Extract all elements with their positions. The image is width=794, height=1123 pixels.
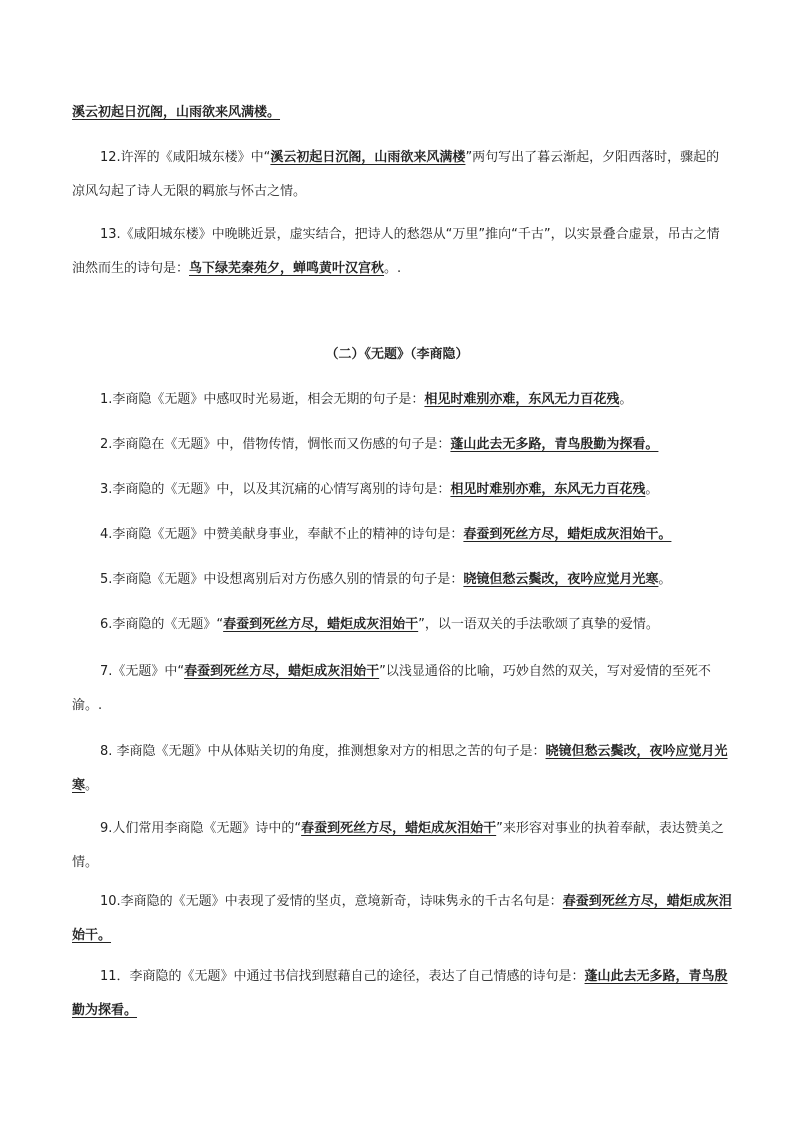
question-text: 11．李商隐的《无题》中通过书信找到慰藉自己的途径，表达了自己情感的诗句是：	[100, 969, 585, 984]
question-12	[72, 141, 732, 209]
question-text-tail: ”以浅显通俗的比喻，巧妙自然的双关，写对爱情的至死不渝。.	[72, 664, 711, 713]
answer-text: 鸟下绿芜秦苑夕，蝉鸣黄叶汉宫秋	[189, 261, 385, 276]
question-text-tail: 。	[619, 392, 633, 407]
question-item	[72, 655, 732, 723]
answer-text: 春蚕到死丝方尽，蜡炬成灰泪始干。	[72, 894, 732, 943]
question-text: 13.《咸阳城东楼》中晚眺近景，虚实结合，把诗人的愁怨从“万里”推向“千古”，以实景叠合虚景，吊古之情油然而生的诗句是：	[72, 227, 720, 276]
question-text: 2.李商隐在《无题》中，借物传情，惆怅而又伤感的句子是：	[100, 437, 451, 452]
question-text-tail: ”，以一语双关的手法歌颂了真挚的爱情。	[418, 617, 659, 632]
question-text: 6.李商隐的《无题》“	[100, 617, 224, 632]
answer-text: 春蚕到死丝方尽，蜡炬成灰泪始干。	[463, 527, 672, 542]
answer-text: 春蚕到死丝方尽，蜡炬成灰泪始干	[223, 617, 419, 632]
answer-text: 蓬山此去无多路，青鸟殷勤为探看。	[450, 437, 659, 452]
answer-text: 春蚕到死丝方尽，蜡炬成灰泪始干	[184, 664, 380, 679]
answer-text: 春蚕到死丝方尽，蜡炬成灰泪始干	[301, 821, 497, 836]
question-text-tail: 。	[85, 778, 99, 793]
question-item	[72, 518, 732, 552]
question-text-tail: 。	[658, 572, 672, 587]
continued-answer-line	[72, 96, 732, 130]
question-text: 9.人们常用李商隐《无题》诗中的“	[100, 821, 302, 836]
question-text-tail: 。.	[384, 261, 402, 276]
answer-text: 晓镜但愁云鬓改，夜吟应觉月光寒	[463, 572, 659, 587]
question-text: 3.李商隐的《无题》中，以及其沉痛的心情写离别的诗句是：	[100, 482, 451, 497]
section-heading: （二）《无题》（李商隐）	[325, 347, 469, 362]
answer-text: 相见时难别亦难，东风无力百花残	[450, 482, 646, 497]
question-item	[72, 473, 732, 507]
question-text: 7.《无题》中“	[100, 664, 185, 679]
question-text: 10.李商隐的《无题》中表现了爱情的坚贞，意境新奇，诗味隽永的千古名句是：	[100, 894, 563, 909]
answer-text: 溪云初起日沉阁，山雨欲来风满楼。	[72, 105, 281, 120]
question-13	[72, 218, 732, 286]
answer-text: 蓬山此去无多路，青鸟殷勤为探看。	[72, 969, 728, 1018]
question-text: 12.许浑的《咸阳城东楼》中“	[100, 150, 271, 165]
question-text: 1.李商隐《无题》中感叹时光易逝，相会无期的句子是：	[100, 392, 425, 407]
answer-text: 晓镜但愁云鬓改，夜吟应觉月光寒	[72, 744, 728, 793]
question-item	[72, 885, 732, 953]
answer-text: 相见时难别亦难，东风无力百花残	[424, 392, 620, 407]
question-text: 5.李商隐《无题》中设想离别后对方伤感久别的情景的句子是：	[100, 572, 464, 587]
question-item	[72, 608, 732, 642]
question-text: 8. 李商隐《无题》中从体贴关切的角度，推测想象对方的相思之苦的句子是：	[100, 744, 546, 759]
question-item	[72, 383, 732, 417]
question-text: 4.李商隐《无题》中赞美献身事业，奉献不止的精神的诗句是：	[100, 527, 464, 542]
answer-text: 溪云初起日沉阁，山雨欲来风满楼	[270, 150, 466, 165]
question-item	[72, 812, 732, 880]
question-item	[72, 563, 732, 597]
question-text-tail: ”两句写出了暮云渐起，夕阳西落时，骤起的凉风勾起了诗人无限的羁旅与怀古之情。	[72, 150, 720, 199]
question-text-tail: ”来形容对事业的执着奉献，表达赞美之情。	[72, 821, 724, 870]
question-item	[72, 960, 732, 1028]
question-item	[72, 428, 732, 462]
question-item	[72, 735, 732, 803]
question-text-tail: 。	[645, 482, 659, 497]
